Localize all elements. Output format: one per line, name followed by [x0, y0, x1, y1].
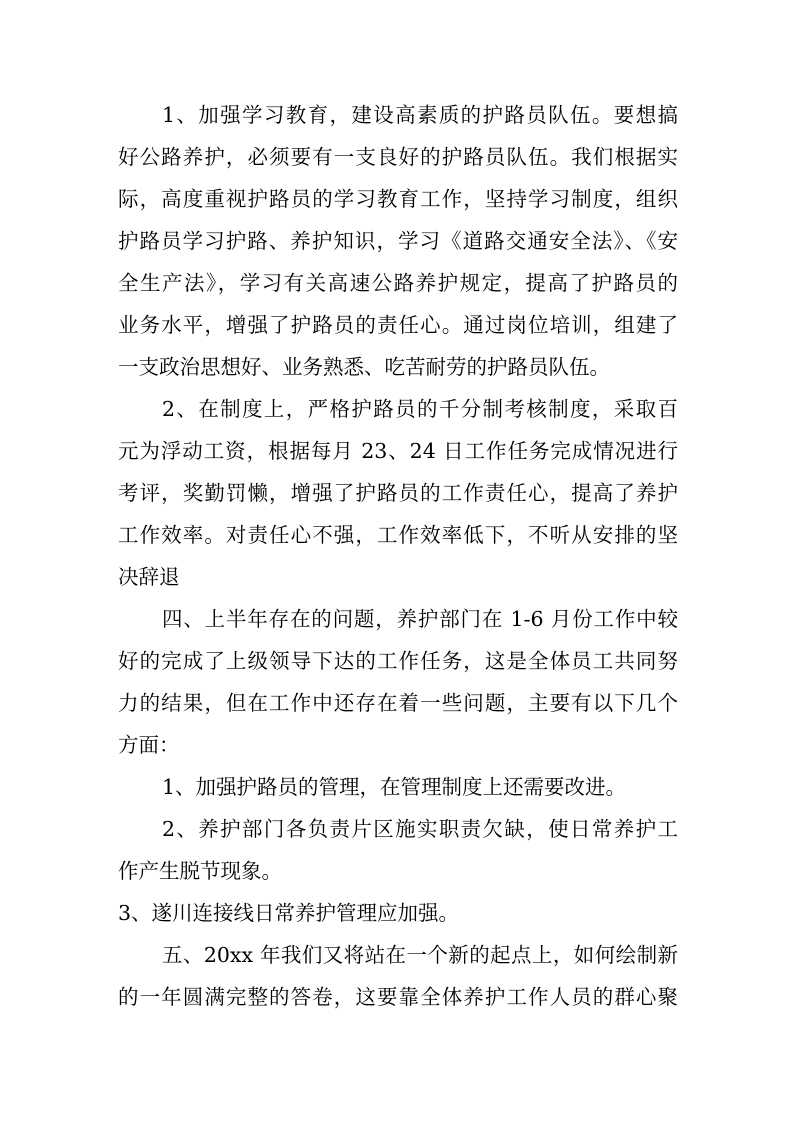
- text-line: 工作效率。对责任心不强，工作效率低下，不听从安排的坚: [118, 523, 678, 547]
- text-line: 1、加强学习教育，建设高素质的护路员队伍。要想搞: [162, 103, 678, 127]
- text-line: 好公路养护，必须要有一支良好的护路员队伍。我们根据实: [118, 145, 678, 169]
- text-line: 五、20xx 年我们又将站在一个新的起点上，如何绘制新: [162, 943, 678, 967]
- text-line: 好的完成了上级领导下达的工作任务，这是全体员工共同努: [118, 649, 678, 673]
- text-line: 作产生脱节现象。: [118, 859, 282, 883]
- text-line: 护路员学习护路、养护知识，学习《道路交通安全法》、《安: [118, 229, 678, 253]
- text-line: 决辞退: [118, 565, 180, 589]
- text-line: 考评，奖勤罚懒，增强了护路员的工作责任心，提高了养护: [118, 481, 678, 505]
- text-line: 3、遂川连接线日常养护管理应加强。: [118, 901, 460, 925]
- text-line: 方面：: [118, 733, 180, 757]
- text-line: 1、加强护路员的管理，在管理制度上还需要改进。: [162, 775, 627, 799]
- text-line: 际，高度重视护路员的学习教育工作，坚持学习制度，组织: [118, 187, 678, 211]
- text-line: 四、上半年存在的问题，养护部门在 1-6 月份工作中较: [162, 607, 678, 631]
- text-line: 2、养护部门各负责片区施实职责欠缺，使日常养护工: [162, 817, 678, 841]
- text-line: 的一年圆满完整的答卷，这要靠全体养护工作人员的群心聚: [118, 985, 678, 1009]
- text-line: 力的结果，但在工作中还存在着一些问题，主要有以下几个: [118, 691, 678, 715]
- text-line: 一支政治思想好、业务熟悉、吃苦耐劳的护路员队伍。: [118, 355, 610, 379]
- text-line: 全生产法》，学习有关高速公路养护规定，提高了护路员的: [118, 271, 678, 295]
- text-line: 业务水平，增强了护路员的责任心。通过岗位培训，组建了: [118, 313, 678, 337]
- text-line: 元为浮动工资，根据每月 23、24 日工作任务完成情况进行: [118, 439, 678, 463]
- text-line: 2、在制度上，严格护路员的千分制考核制度，采取百: [162, 397, 678, 421]
